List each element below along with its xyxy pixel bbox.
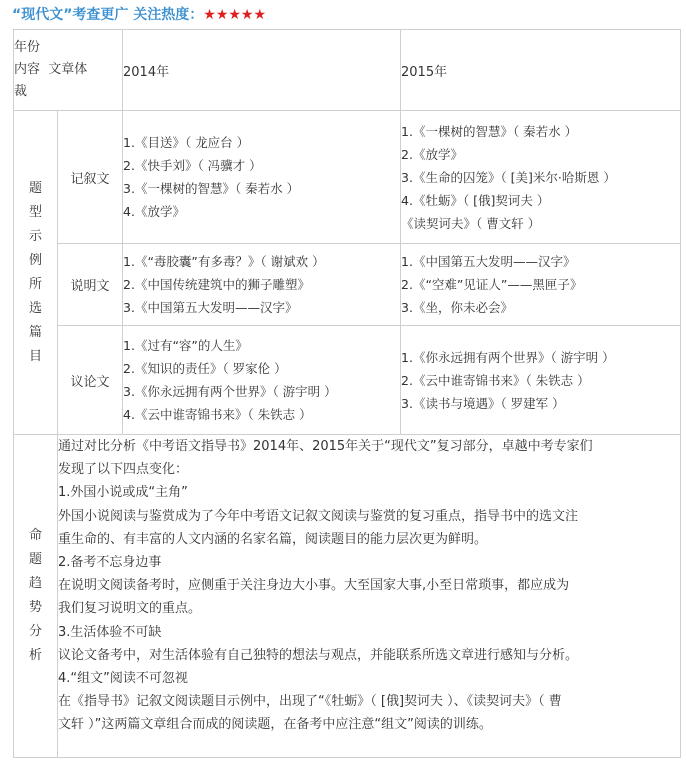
- analysis-line: 外国小说阅读与鉴赏成为了今年中考语文记叙文阅读与鉴赏的复习重点，指导书中的选文注: [58, 508, 579, 524]
- analysis-line: 文轩 ）”这两篇文章组合而成的阅读题，在备考中应注意“组文”阅读的训练。: [58, 717, 492, 733]
- heading-text: “现代文”考查更广 关注热度：: [12, 7, 204, 23]
- list-item: 2.《知识的责任》（ 罗家伦 ）: [123, 361, 287, 376]
- list-item: 3.《你永远拥有两个世界》（ 游宇明 ）: [123, 384, 337, 399]
- star-rating: ★★★★★: [203, 7, 267, 23]
- analysis-line: 议论文备考中，对生活体验有自己独特的想法与观点，并能联系所选文章进行感知与分析。: [58, 647, 579, 663]
- list-item: 3.《生命的囚笼》（ [美]米尔·哈斯恩 ）: [401, 169, 616, 185]
- analysis-char: 分: [28, 624, 42, 639]
- header-2014: 2014年: [123, 30, 401, 111]
- analysis-line: 在《指导书》记叙文阅读题目示例中，出现了“《牡蛎》（ [俄]契诃夫 ）、《读契诃夫》（ 曹: [58, 694, 562, 710]
- list-item: 2.《快手刘》（ 冯骥才 ）: [123, 158, 262, 173]
- list-item: 2.《中国传统建筑中的狮子雕塑》: [123, 277, 310, 292]
- list-item: 2.《放学》: [401, 146, 463, 162]
- list-item: 3.《中国第五大发明——汉字》: [123, 300, 298, 315]
- row-expository: [14, 244, 681, 326]
- analysis-char: 势: [28, 600, 42, 615]
- list-item: 4.《云中谁寄锦书来》（ 朱铁志 ）: [123, 407, 312, 422]
- list-item: 2.《“空难”见证人”——黑匣子》: [401, 277, 583, 292]
- examples-char: 示: [28, 228, 42, 244]
- expository-2015-list: [401, 244, 681, 326]
- analysis-line: 2.备考不忘身边事: [58, 555, 162, 571]
- list-item: 1.《目送》（ 龙应台 ）: [123, 135, 250, 150]
- examples-char: 篇: [28, 324, 42, 340]
- analysis-text: [58, 435, 681, 758]
- analysis-line: 在说明文阅读备考时，应侧重于关注身边大小事。大至国家大事,小至日常琐事，都应成为: [58, 578, 570, 594]
- narrative-2015-list: [401, 111, 681, 244]
- row-narrative: [14, 111, 681, 244]
- list-item: 4.《牡蛎》（ [俄]契诃夫 ）: [401, 192, 550, 208]
- list-item: 《读契诃夫》（ 曹文轩 ）: [401, 215, 541, 231]
- analysis-char: 趋: [28, 576, 42, 591]
- examples-char: 题: [28, 180, 42, 196]
- list-item: 4.《放学》: [123, 204, 185, 219]
- examples-char: 选: [28, 300, 42, 316]
- list-item: 1.《一棵树的智慧》（ 秦若水 ）: [401, 123, 578, 139]
- analysis-line: 4.“组文”阅读不可忽视: [58, 671, 188, 687]
- analysis-char: 析: [28, 648, 42, 663]
- header-2015: 2015年: [401, 30, 681, 111]
- examples-char: 型: [28, 204, 42, 220]
- row-argumentative: [14, 326, 681, 435]
- list-item: 1.《过有“容”的人生》: [123, 338, 248, 353]
- analysis-line: 3.生活体验不可缺: [58, 624, 162, 640]
- narrative-2014-list: [123, 111, 401, 244]
- analysis-line: 通过对比分析《中考语文指导书》2014年、2015年关于“现代文”复习部分，卓越中考专家们: [58, 439, 593, 454]
- genre-expository: 说明文: [58, 244, 123, 326]
- expository-2014-list: [123, 244, 401, 326]
- list-item: 3.《一棵树的智慧》（ 秦若水 ）: [123, 181, 300, 196]
- analysis-char: 命: [28, 528, 42, 543]
- analysis-line: 发现了以下四点变化：: [58, 462, 189, 478]
- analysis-char: 题: [28, 552, 42, 567]
- examples-char: 所: [28, 276, 42, 292]
- argumentative-2015-list: [401, 326, 681, 435]
- list-item: 2.《云中谁寄锦书来》（ 朱铁志 ）: [401, 372, 590, 388]
- examples-char: 目: [28, 348, 42, 364]
- list-item: 1.《“毒胶囊”有多毒？》（ 谢斌欢 ）: [123, 254, 325, 269]
- analysis-line: 重生命的、有丰富的人文内涵的名家名篇，阅读题目的能力层次更为鲜明。: [58, 531, 488, 547]
- genre-narrative: 记叙文: [58, 111, 123, 244]
- list-item: 1.《你永远拥有两个世界》（ 游宇明 ）: [401, 349, 615, 365]
- examples-char: 例: [28, 252, 42, 268]
- corner-label-content: 内容 文章体: [14, 62, 88, 77]
- corner-label-year: 年份: [14, 40, 41, 55]
- header-row: [14, 30, 681, 111]
- row-analysis: [14, 435, 681, 758]
- genre-argumentative: 议论文: [58, 326, 123, 435]
- section-examples-label: [14, 111, 58, 435]
- section-analysis-label: [14, 435, 58, 758]
- analysis-line: 我们复习说明文的重点。: [58, 601, 202, 617]
- list-item: 3.《坐，你未必会》: [401, 300, 513, 315]
- argumentative-2014-list: [123, 326, 401, 435]
- analysis-line: 1.外国小说或成“主角”: [58, 485, 188, 501]
- corner-header-cell: [14, 30, 123, 111]
- list-item: 1.《中国第五大发明——汉字》: [401, 254, 576, 269]
- comparison-table: [13, 29, 681, 758]
- list-item: 3.《读书与境遇》（ 罗建军 ）: [401, 395, 565, 411]
- corner-label-genre: 裁: [14, 84, 28, 99]
- article-heading: [12, 4, 266, 26]
